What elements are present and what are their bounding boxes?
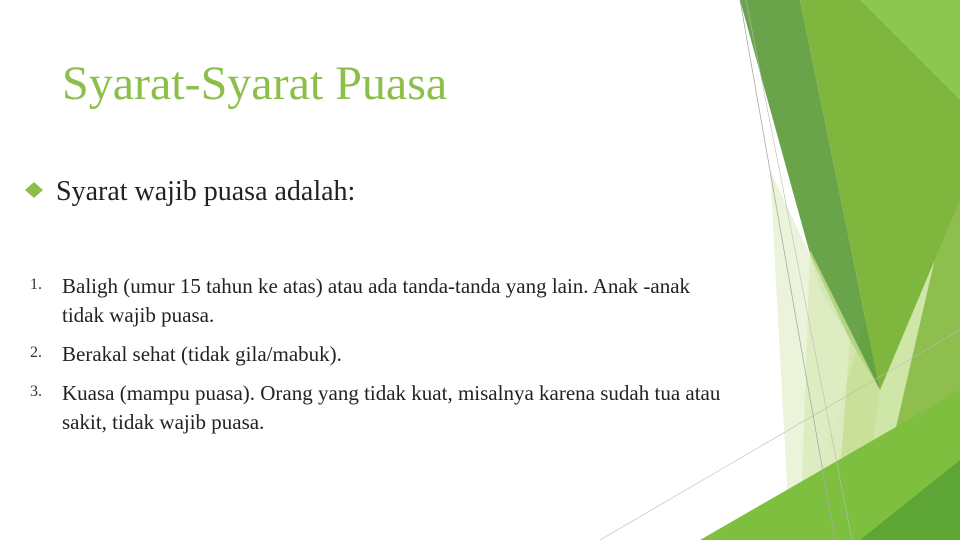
list-item (30, 340, 730, 369)
intro-bullet (34, 176, 355, 208)
list-item-number: 3. (30, 383, 42, 400)
list-item-number: 2. (30, 344, 42, 361)
list-item (30, 379, 730, 437)
list-item-text: Berakal sehat (tidak gila/mabuk). (62, 342, 342, 366)
requirements-list (30, 272, 730, 447)
list-item-text: Kuasa (mampu puasa). Orang yang tidak kuat, misalnya karena sudah tua atau sakit, tidak wajib puasa. (62, 381, 721, 434)
list-item-text: Baligh (umur 15 tahun ke atas) atau ada tanda-tanda yang lain. Anak -anak tidak wajib puasa. (62, 274, 691, 327)
slide-title: Syarat-Syarat Puasa (62, 57, 448, 110)
list-item (30, 272, 730, 330)
intro-bullet-text: Syarat wajib puasa adalah: (56, 176, 356, 207)
diamond-bullet-icon (34, 182, 43, 198)
list-item-number: 1. (30, 276, 42, 293)
